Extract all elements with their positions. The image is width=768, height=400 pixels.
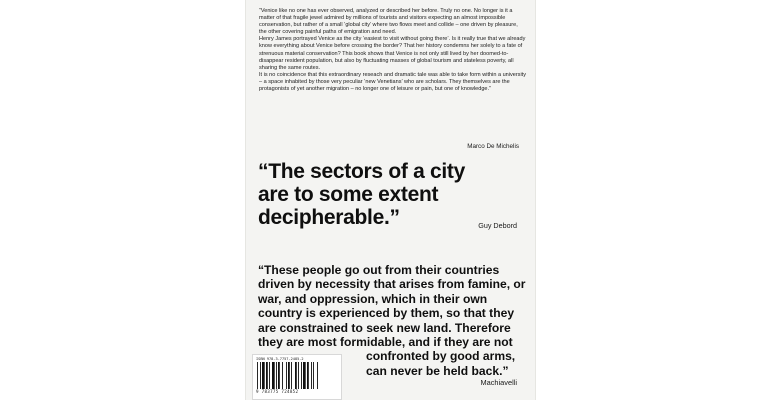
barcode-bar [303,362,306,389]
barcode-bar [282,362,283,389]
isbn-label: ISBN 978-3-7757-2485-2 [256,357,304,361]
barcode-bar [276,362,277,389]
barcode-bar [278,362,280,389]
machiavelli-quote-tail: confronted by good arms, can never be held back.” [366,349,516,378]
barcode-bar [266,362,268,389]
book-back-cover [245,0,536,400]
debord-quote: “The sectors of a city are to some extent decipherable.” [258,160,465,229]
barcode-bar [269,362,270,389]
barcode-bar [272,362,275,389]
barcode-bar [313,362,314,389]
barcode-bar [307,362,309,389]
intro-paragraph: “Venice like no one has ever observed, analyzed or described her before. Truly no one. No longer is it a matter of that fragile jewel admired by millions of tourists and visitors expecting an almost impossible conservation, but rather of a small ‘global city’ where two flows meet and collide – one driven by pleasure, the other covering painful paths of emigration and need. [259,8,518,36]
barcode-bar [257,362,258,389]
barcode-bar [286,362,287,389]
machiavelli-author: Machiavelli [480,378,517,387]
barcode-bar [298,362,299,389]
intro-paragraph: Henry James portrayed Venice as the city ‘easiest to visit without going there’. Is it really true that we already know everything about Venice before crossing the border? That her history condemns her solely to a fate of strenuous material conservation? This book shows that Venice is not only still lived by her doomed-to-disappear resident population, but also by fluctuating masses of global tourism and stateless poverty, all sharing the same routes. [259,36,526,71]
intro-author: Marco De Michelis [467,143,519,150]
barcode-bar [288,362,290,389]
debord-author: Guy Debord [478,221,517,230]
barcode-bar [317,362,318,389]
barcode-bar [262,362,265,389]
barcode-bar [291,362,292,389]
barcode-bar [311,362,312,389]
isbn-digits: 9 783775 724852 [256,389,299,394]
intro-paragraph: It is no coincidence that this extraordinary reseach and dramatic tale was able to take form within a university – a space inhabited by those very peculiar ‘new Venetians’ who are scholars. They themselves are the protagonists of yet another migration – no longer one of leisure or pain, but one of knowledge.” [259,71,526,93]
barcode-bars [256,362,338,389]
machiavelli-quote-main: “These people go out from their countries driven by necessity that arises from famine, or war, and oppression, which in their own country is experienced by them, so that they are constrained to seek new land. Therefore they are most formidable, and if they are not [258,263,526,350]
barcode-bar [260,362,261,389]
barcode-bar [301,362,302,389]
barcode-bar [295,362,297,389]
isbn-barcode [252,354,342,400]
intro-text-block [259,8,527,93]
